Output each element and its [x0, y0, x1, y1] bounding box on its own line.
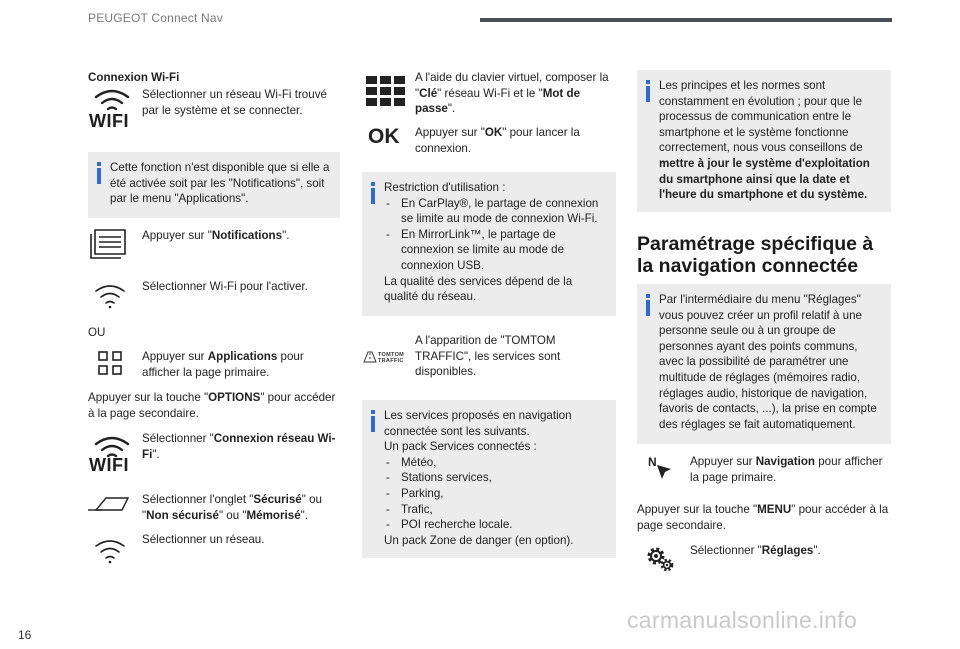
step-select-settings: Sélectionner "Réglages". [690, 544, 821, 557]
info-box-services [362, 400, 616, 558]
step-enter-key-password: A l'aide du clavier virtuel, composer la "Clé" réseau Wi-Fi et le "Mot de passe". [415, 71, 609, 116]
ok-icon: OK [368, 125, 400, 148]
wifi-icon [94, 283, 126, 309]
section-title: Paramétrage spécifique à la navigation connectée [637, 233, 874, 277]
list-item: - POI recherche locale. [384, 517, 608, 533]
services-pack1: Un pack Services connectés : [384, 440, 537, 454]
info-icon [371, 182, 375, 204]
info-icon [371, 410, 375, 432]
wifi-icon [94, 538, 126, 564]
or-label: OU [88, 326, 106, 339]
step-press-navigation: Appuyer sur Navigation pour afficher la page primaire. [690, 455, 883, 484]
watermark: carmanualsonline.info [627, 607, 858, 633]
running-header: PEUGEOT Connect Nav [88, 11, 223, 25]
tomtom-traffic-text: A l'apparition de "TOMTOM TRAFFIC", les services sont disponibles. [415, 334, 561, 379]
settings-gears-icon [645, 544, 675, 574]
list-item: - En MirrorLink™, le partage de connexion se limite au mode de connexion USB. [384, 227, 608, 274]
keyboard-icon [366, 76, 406, 106]
wifi-text-label: WIFI [89, 111, 129, 131]
list-item: - Parking, [384, 486, 608, 502]
wifi-text-label: WIFI [89, 455, 129, 475]
restriction-title: Restriction d'utilisation : [384, 181, 506, 194]
arrow-icon [656, 464, 672, 480]
step-press-options: Appuyer sur la touche "OPTIONS" pour accéder à la page secondaire. [88, 391, 336, 420]
step-select-tab: Sélectionner l'onglet "Sécurisé" ou "Non sécurisé" ou "Mémorisé". [142, 493, 322, 522]
list-item: - Trafic, [384, 502, 608, 518]
nav-letter: N [648, 455, 657, 469]
list-item: - Météo, [384, 455, 608, 471]
list-item: - En CarPlay®, le partage de connexion se limite au mode de connexion Wi-Fi. [384, 196, 608, 227]
step-select-wifi-connection: Sélectionner "Connexion réseau Wi-Fi". [142, 432, 336, 461]
notifications-icon [89, 228, 127, 260]
step-press-notifications: Appuyer sur "Notifications". [142, 229, 290, 242]
info-icon [646, 80, 650, 102]
step-press-ok: Appuyer sur "OK" pour lancer la connexion. [415, 126, 580, 155]
step-press-menu: Appuyer sur la touche "MENU" pour accéder à la page secondaire. [637, 503, 889, 532]
settings-info-text: Par l'intermédiaire du menu "Réglages" vous pouvez créer un profil relatif à une personne seule ou à un groupe de personnes ayant des points communs, avec la possibilité de paramétrer une multitude de réglages (mémoires radio, réglages audio, historique de navigation, favoris de contacts, ...), la prise en compte des réglages se fait automatiquement. [659, 293, 877, 431]
tomtom-traffic-icon [363, 351, 377, 363]
list-item: - Stations services, [384, 470, 608, 486]
header-rule [480, 18, 892, 22]
restriction-list [384, 196, 608, 274]
wifi-icon [94, 88, 130, 112]
info-icon [97, 162, 101, 184]
info-text: Cette fonction n'est disponible que si elle a été activée soit par les "Notifications", soit par le menu "Applications". [110, 161, 330, 206]
heading-wifi-connection: Connexion Wi-Fi [88, 71, 180, 84]
tab-icon [88, 496, 130, 512]
info-box-restriction [362, 172, 616, 316]
services-pack2: Un pack Zone de danger (en option). [384, 533, 574, 547]
services-list [384, 455, 608, 533]
applications-icon [98, 351, 122, 375]
page-number: 16 [18, 628, 32, 642]
info-box-settings [637, 284, 891, 444]
services-intro: Les services proposés en navigation connectée sont les suivants. [384, 409, 572, 438]
step-enable-wifi: Sélectionner Wi-Fi pour l'activer. [142, 280, 308, 293]
principles-text: Les principes et les normes sont constamment en évolution ; pour que le processus de communication entre le smartphone et le système fonctionne correctement, nous vous conseillons de mettre à jour le système d'exploitation du smartphone ainsi que la date et l'heure du smartphone et du système. [659, 79, 870, 202]
step-press-applications: Appuyer sur Applications pour afficher la page primaire. [142, 350, 304, 379]
info-box-availability [88, 152, 340, 218]
info-icon [646, 294, 650, 316]
restriction-footer: La qualité des services dépend de la qualité du réseau. [384, 274, 573, 304]
step-select-network-final: Sélectionner un réseau. [142, 533, 265, 546]
navigation-icon [648, 456, 674, 482]
tomtom-traffic-logo: TOMTOM TRAFFIC [378, 352, 405, 364]
info-box-principles [637, 70, 891, 212]
step-select-network: Sélectionner un réseau Wi-Fi trouvé par le système et se connecter. [142, 88, 327, 117]
